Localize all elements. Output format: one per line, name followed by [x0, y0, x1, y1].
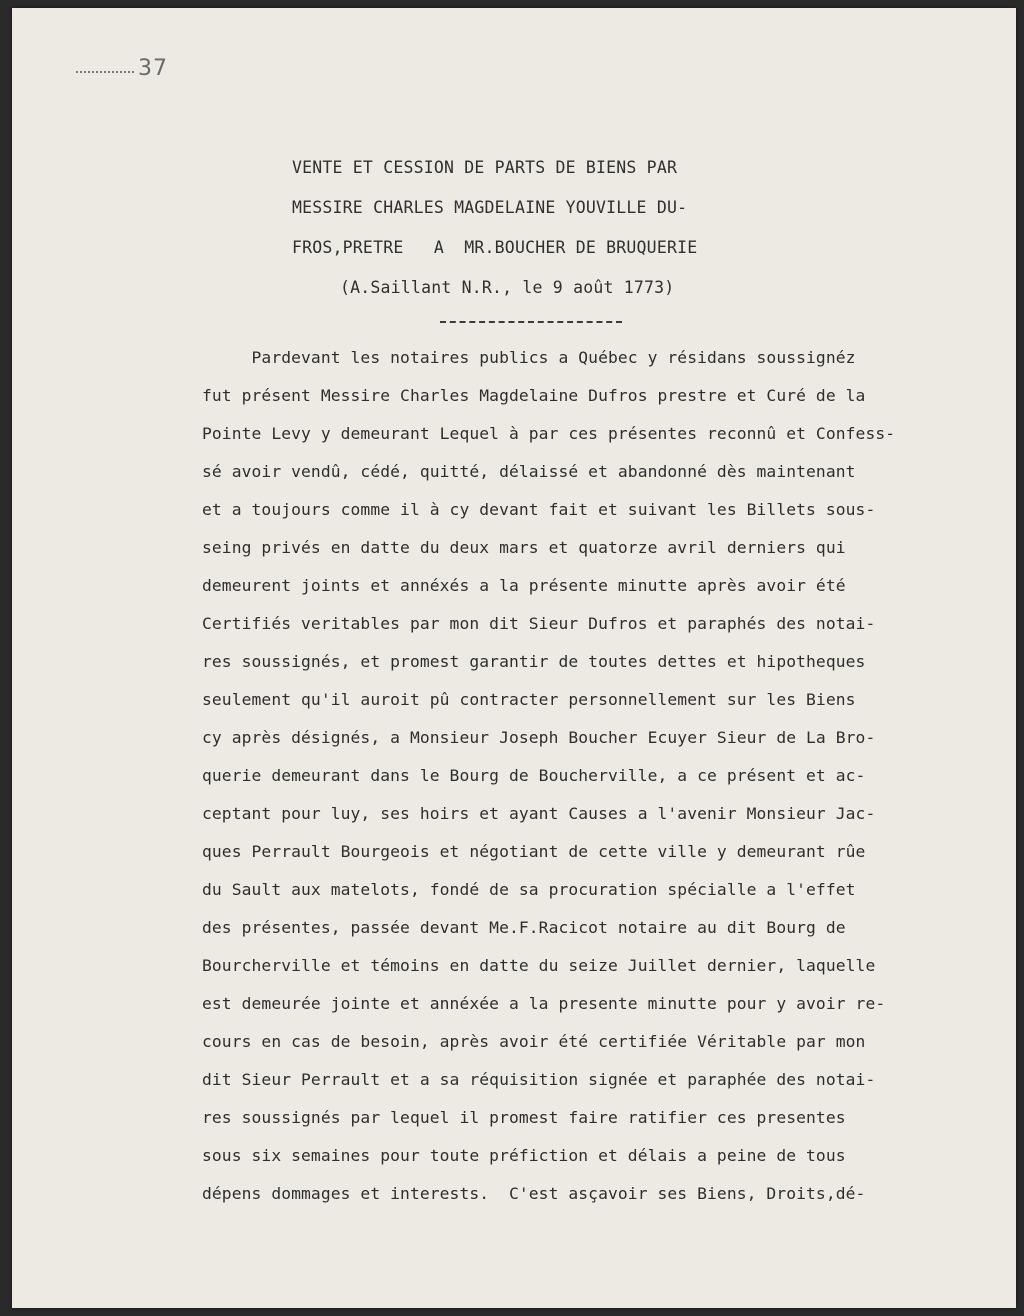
body-line: Pointe Levy y demeurant Lequel à par ces présentes reconnû et Confess- [202, 424, 896, 443]
page-number-value: 37 [138, 56, 168, 81]
document-page [12, 8, 1016, 1308]
body-line: cy après désignés, a Monsieur Joseph Boucher Ecuyer Sieur de La Bro- [202, 728, 876, 747]
body-line: ceptant pour luy, ses hoirs et ayant Causes a l'avenir Monsieur Jac- [202, 804, 876, 823]
body-line: seing privés en datte du deux mars et quatorze avril derniers qui [202, 538, 846, 557]
title-line-3: FROS,PRETRE A MR.BOUCHER DE BRUQUERIE [292, 238, 698, 257]
body-line: sé avoir vendû, cédé, quitté, délaissé et abandonné dès maintenant [202, 462, 856, 481]
title-line-1: VENTE ET CESSION DE PARTS DE BIENS PAR [292, 158, 678, 177]
body-line: querie demeurant dans le Bourg de Boucherville, a ce présent et ac- [202, 766, 866, 785]
body-line: Certifiés veritables par mon dit Sieur Dufros et paraphés des notai- [202, 614, 876, 633]
page-number [76, 56, 168, 81]
body-line: res soussignés par lequel il promest faire ratifier ces presentes [202, 1108, 846, 1127]
title-subtitle-citation: (A.Saillant N.R., le 9 août 1773) [340, 278, 675, 297]
body-line: des présentes, passée devant Me.F.Racicot notaire au dit Bourg de [202, 918, 846, 937]
body-line: res soussignés, et promest garantir de toutes dettes et hipotheques [202, 652, 866, 671]
body-line: dit Sieur Perrault et a sa réquisition signée et paraphée des notai- [202, 1070, 876, 1089]
body-line: demeurent joints et annéxés a la présente minutte après avoir été [202, 576, 846, 595]
body-line: fut présent Messire Charles Magdelaine Dufros prestre et Curé de la [202, 386, 866, 405]
body-line: cours en cas de besoin, après avoir été certifiée Véritable par mon [202, 1032, 866, 1051]
body-line: ques Perrault Bourgeois et négotiant de cette ville y demeurant rûe [202, 842, 866, 861]
body-line: dépens dommages et interests. C'est asçavoir ses Biens, Droits,dé- [202, 1184, 866, 1203]
title-separator [440, 321, 622, 323]
body-line: du Sault aux matelots, fondé de sa procuration spécialle a l'effet [202, 880, 856, 899]
body-line: seulement qu'il auroit pû contracter personnellement sur les Biens [202, 690, 856, 709]
body-line: Bourcherville et témoins en datte du seize Juillet dernier, laquelle [202, 956, 876, 975]
body-line: et a toujours comme il à cy devant fait et suivant les Billets sous- [202, 500, 876, 519]
title-line-2: MESSIRE CHARLES MAGDELAINE YOUVILLE DU- [292, 198, 688, 217]
body-line: sous six semaines pour toute préfiction et délais a peine de tous [202, 1146, 846, 1165]
page-number-dash [76, 71, 134, 73]
body-line: Pardevant les notaires publics a Québec y résidans soussignéz [202, 348, 856, 367]
body-line: est demeurée jointe et annéxée a la presente minutte pour y avoir re- [202, 994, 886, 1013]
